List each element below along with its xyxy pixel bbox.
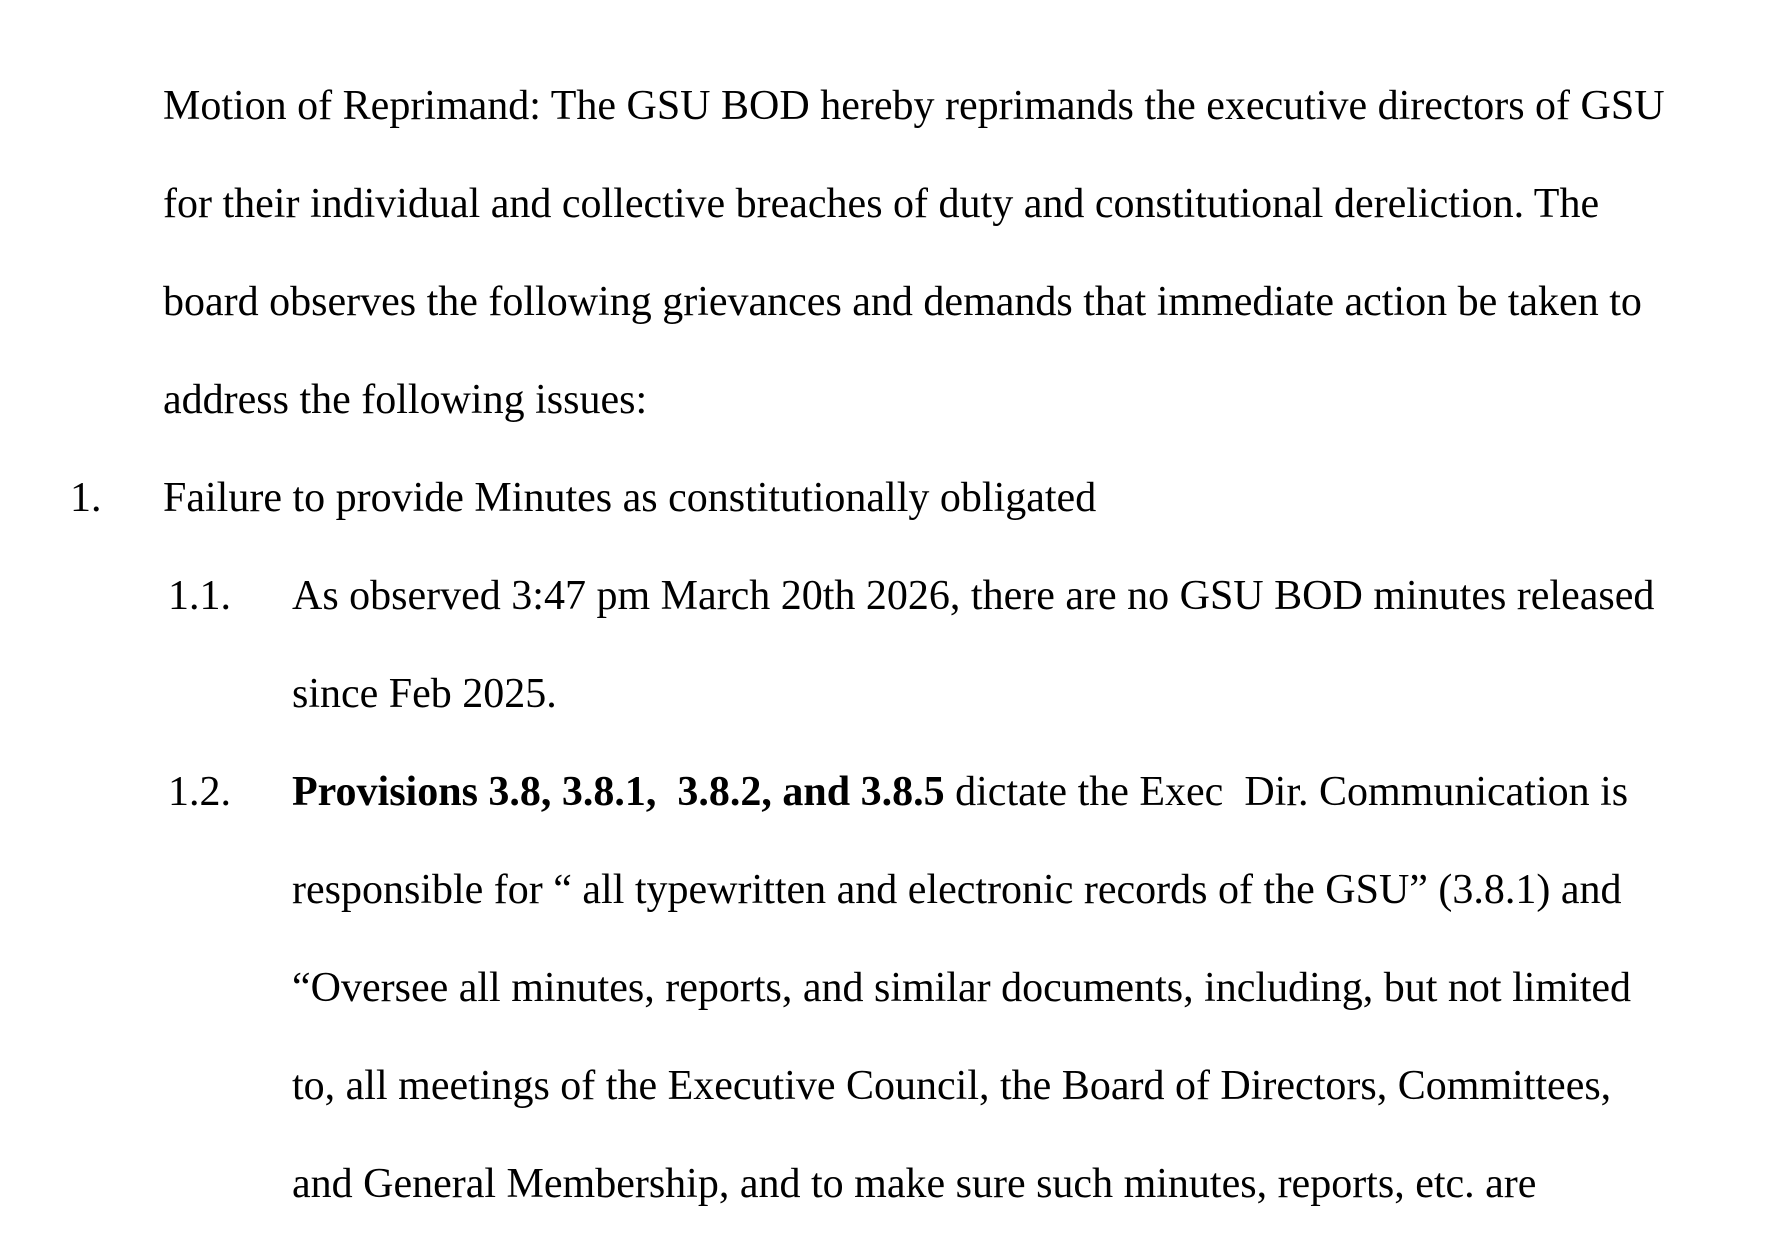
text-line <box>292 1037 1611 1135</box>
list-item-line <box>0 1135 1792 1233</box>
text-line <box>163 57 1665 155</box>
text-segment: for their individual and collective breaches of duty and constitutional dereliction. The <box>163 181 1600 227</box>
list-item-line <box>0 547 1792 645</box>
text-line <box>292 547 1654 645</box>
text-line <box>292 841 1622 939</box>
text-segment: board observes the following grievances and demands that immediate action be taken to <box>163 279 1642 325</box>
list-item-line <box>0 645 1792 743</box>
list-item-line <box>0 1037 1792 1135</box>
text-line <box>292 1135 1536 1233</box>
text-segment: since Feb 2025. <box>292 671 557 717</box>
text-segment: to, all meetings of the Executive Council, the Board of Directors, Committees, <box>292 1063 1612 1109</box>
list-number: 1.1. <box>168 573 231 619</box>
list-number: 1.2. <box>168 769 231 815</box>
text-segment: Failure to provide Minutes as constitutionally obligated <box>163 475 1097 521</box>
text-line <box>163 449 1096 547</box>
paragraph-line <box>0 57 1792 155</box>
text-segment: and General Membership, and to make sure such minutes, reports, etc. are <box>292 1161 1537 1207</box>
list-item-line <box>0 939 1792 1037</box>
text-segment: dictate the Exec Dir. Communication is <box>944 769 1629 815</box>
text-line <box>163 155 1599 253</box>
text-line <box>292 645 557 743</box>
text-line <box>292 939 1631 1037</box>
list-item-line <box>0 743 1792 841</box>
text-line <box>163 253 1642 351</box>
text-segment: As observed 3:47 pm March 20th 2026, there are no GSU BOD minutes released <box>292 573 1655 619</box>
text-segment: responsible for “ all typewritten and electronic records of the GSU” (3.8.1) and <box>292 867 1622 913</box>
text-segment: “Oversee all minutes, reports, and similar documents, including, but not limited <box>292 965 1632 1011</box>
paragraph-line <box>0 155 1792 253</box>
text-segment: address the following issues: <box>163 377 648 423</box>
list-item-line <box>0 449 1792 547</box>
bold-text-segment: Provisions 3.8, 3.8.1, 3.8.2, and 3.8.5 <box>292 769 945 815</box>
text-segment: Motion of Reprimand: The GSU BOD hereby reprimands the executive directors of GSU <box>163 83 1665 129</box>
paragraph-line <box>0 351 1792 449</box>
text-line <box>292 743 1628 841</box>
list-item-line <box>0 841 1792 939</box>
list-number: 1. <box>70 475 102 521</box>
paragraph-line <box>0 253 1792 351</box>
text-line <box>163 351 647 449</box>
